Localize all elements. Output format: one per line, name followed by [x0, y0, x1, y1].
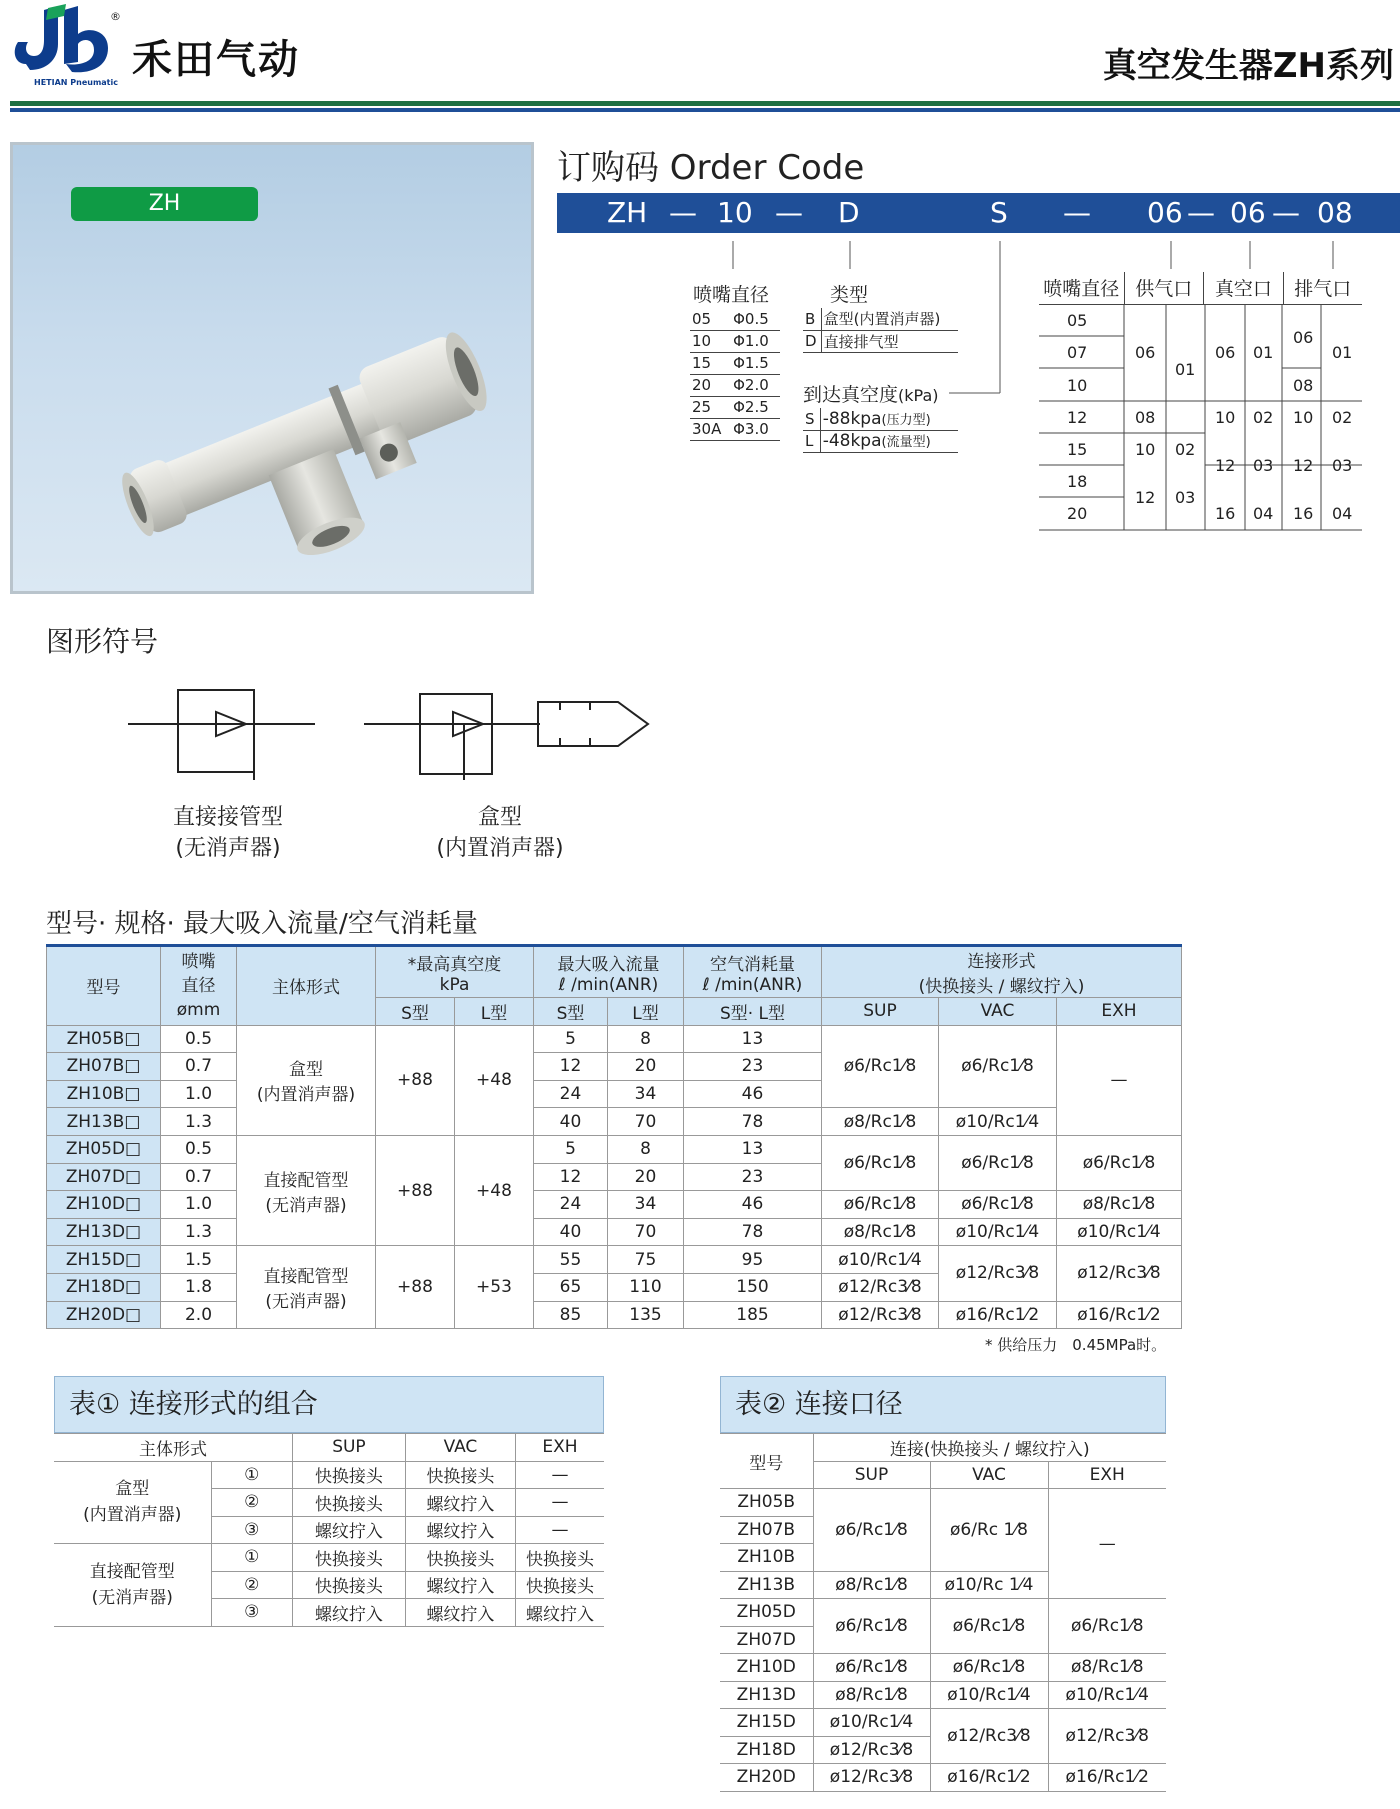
pneumatic-symbols	[120, 680, 660, 790]
code-seg-zh: ZH	[607, 196, 648, 229]
list-item: 05 Φ0.5	[690, 308, 780, 330]
nozzle-list	[690, 308, 780, 441]
table-row: ZH13B□ 1.3 40 70 78 ø8/Rc1⁄8 ø10/Rc1⁄4	[47, 1108, 1182, 1136]
list-item: L -48kpa(流量型)	[803, 430, 958, 452]
col-header: 主体形式	[237, 946, 376, 1026]
code-seg-type: D	[838, 196, 860, 229]
table-row: ③ 螺纹拧入 螺纹拧入 螺纹拧入	[54, 1599, 604, 1627]
spec-footnote: * 供给压力 0.45MPa时。	[985, 1336, 1167, 1354]
col-header: *最高真空度 kPa	[376, 946, 534, 998]
table1: 主体形式 SUP VAC EXH 盒型 (内置消声器) ① 快换接头 快换接头 — ② 快换接头 螺纹拧入 — ③ 螺纹拧入 螺纹拧入 — 直接配管型 (无消声器) ① 快换接头 快换接头 快换接头 ② 快换接头 螺纹拧入 快换接头 ③ 螺纹拧入 螺纹拧入 螺纹拧入	[54, 1433, 604, 1627]
table-row: 盒型 (内置消声器) ① 快换接头 快换接头 —	[54, 1461, 604, 1489]
brand-name: 禾田气动	[132, 37, 300, 83]
table-row: ZH20D ø12/Rc3⁄8 ø16/Rc1⁄2 ø16/Rc1⁄2	[720, 1764, 1166, 1792]
list-item: S -88kpa(压力型)	[803, 408, 958, 430]
symbol-box-label: 盒型 (内置消声器)	[436, 805, 564, 861]
list-item: B 盒型(内置消声器)	[803, 308, 958, 330]
table1-title: 表① 连接形式的组合	[54, 1376, 604, 1433]
registered-mark: ®	[110, 10, 121, 23]
table-row: ② 快换接头 螺纹拧入 快换接头	[54, 1571, 604, 1599]
table-row: ZH15D□ 1.5 直接配管型 (无消声器) +88 +53 55 75 95 ø10/Rc1⁄4 ø12/Rc3⁄8 ø12/Rc3⁄8	[47, 1246, 1182, 1274]
code-seg-nozzle: 10	[717, 196, 753, 229]
table-row: ZH05D ø6/Rc1⁄8 ø6/Rc1⁄8 ø6/Rc1⁄8	[720, 1599, 1166, 1627]
type-label: 类型	[830, 284, 869, 306]
col-header: 喷嘴 直径 ømm	[161, 946, 237, 1026]
table-row: ZH10B□ 1.0 24 34 46	[47, 1080, 1182, 1108]
product-photo	[10, 142, 534, 594]
code-dash: —	[1063, 196, 1091, 229]
table-row: ZH05B□ 0.5 盒型 (内置消声器) +88 +48 5 8 13 ø6/Rc1⁄8 ø6/Rc1⁄8 —	[47, 1025, 1182, 1053]
brand-english: HETIAN Pneumatic	[34, 78, 118, 87]
table-row: ZH07D□ 0.7 12 20 23	[47, 1163, 1182, 1191]
table-row: ZH13B ø8/Rc1⁄8 ø10/Rc 1⁄4	[720, 1571, 1166, 1599]
table2: 型号 连接(快换接头 / 螺纹拧入) SUP VAC EXH ZH05B ø6/Rc1⁄8 ø6/Rc 1⁄8 — ZH07B ZH10B ZH13B ø8/Rc1⁄8 ø10/Rc 1⁄4 ZH05D ø6/Rc1⁄8 ø6/Rc1⁄8 ø6/Rc1⁄8 ZH07D ZH10D ø6/Rc1⁄8 ø6/Rc1⁄8 ø8/Rc1⁄8 ZH13D ø8/Rc1⁄8 ø10/Rc1⁄4 ø10/Rc1⁄4 ZH15D ø10/Rc1⁄4 ø12/Rc3⁄8 ø12/Rc3⁄8 ZH18D ø12/Rc3⁄8 ZH20D ø12/Rc3⁄8 ø16/Rc1⁄2 ø16/Rc1⁄2	[720, 1433, 1166, 1792]
col-header: 最大吸入流量 ℓ /min(ANR)	[534, 946, 684, 998]
code-seg-sup: 06	[1147, 196, 1183, 229]
order-code-title: 订购码 Order Code	[557, 148, 865, 188]
table-row: ZH10D□ 1.0 24 34 46 ø6/Rc1⁄8 ø6/Rc1⁄8 ø8/Rc1⁄8	[47, 1191, 1182, 1219]
table2-title: 表② 连接口径	[720, 1376, 1166, 1433]
brand-logo-icon	[8, 4, 114, 84]
list-item: 25 Φ2.5	[690, 396, 780, 418]
table-row: 直接配管型 (无消声器) ① 快换接头 快换接头 快换接头	[54, 1544, 604, 1572]
table-row: ZH10D ø6/Rc1⁄8 ø6/Rc1⁄8 ø8/Rc1⁄8	[720, 1654, 1166, 1682]
table-row: ZH10B	[720, 1544, 1166, 1572]
symbols-title: 图形符号	[46, 625, 159, 658]
header-rule-blue	[10, 108, 1400, 112]
table-row: ZH20D□ 2.0 85 135 185 ø12/Rc3⁄8 ø16/Rc1⁄2 ø16/Rc1⁄2	[47, 1301, 1182, 1329]
table-row: ② 快换接头 螺纹拧入 —	[54, 1489, 604, 1517]
list-item: 30A Φ3.0	[690, 418, 780, 440]
port-size-table: 喷嘴直径 供气口 真空口 排气口	[1039, 272, 1362, 305]
port-size-values: 05 07 10 12 15 18 20 06 01 08 10 02 12 03 06 01 10 02 12 03 16 04 06 01 08 10 02 12 03 16 04	[1067, 311, 1353, 523]
vacuum-label: 到达真空度(kPa)	[803, 384, 939, 406]
symbol-direct-label: 直接接管型 (无消声器)	[172, 805, 283, 861]
header-rule-green	[10, 101, 1400, 106]
code-seg-exh: 08	[1317, 196, 1353, 229]
vacuum-generator-image	[113, 295, 513, 555]
list-item: 20 Φ2.0	[690, 374, 780, 396]
table-row: ZH18D ø12/Rc3⁄8	[720, 1736, 1166, 1764]
code-seg-vacuum: S	[990, 196, 1008, 229]
col-header: 型号	[47, 946, 161, 1026]
code-dash: —	[775, 196, 803, 229]
code-dash: —	[669, 196, 697, 229]
list-item: D 直接排气型	[803, 330, 958, 352]
table-row: ZH05B ø6/Rc1⁄8 ø6/Rc 1⁄8 —	[720, 1489, 1166, 1517]
table-row: ZH07B□ 0.7 12 20 23	[47, 1053, 1182, 1081]
code-dash: —	[1187, 196, 1215, 229]
product-badge: ZH	[71, 187, 258, 221]
table-row: ZH15D ø10/Rc1⁄4 ø12/Rc3⁄8 ø12/Rc3⁄8	[720, 1709, 1166, 1737]
table-row: ZH05D□ 0.5 直接配管型 (无消声器) +88 +48 5 8 13 ø6/Rc1⁄8 ø6/Rc1⁄8 ø6/Rc1⁄8	[47, 1135, 1182, 1163]
table-row: ZH18D□ 1.8 65 110 150 ø12/Rc3⁄8	[47, 1273, 1182, 1301]
nozzle-label: 喷嘴直径	[693, 284, 770, 306]
list-item: 10 Φ1.0	[690, 330, 780, 352]
code-dash: —	[1272, 196, 1300, 229]
type-list	[803, 308, 958, 353]
table-row: ZH07D	[720, 1626, 1166, 1654]
table-row: ③ 螺纹拧入 螺纹拧入 —	[54, 1516, 604, 1544]
col-header: 连接形式 (快换接头 / 螺纹拧入)	[822, 946, 1182, 998]
list-item: 15 Φ1.5	[690, 352, 780, 374]
col-header: 空气消耗量 ℓ /min(ANR)	[684, 946, 822, 998]
code-seg-vac: 06	[1230, 196, 1266, 229]
spec-table: 型号 喷嘴 直径 ømm 主体形式 *最高真空度 kPa 最大吸入流量 ℓ /min(ANR) 空气消耗量 ℓ /min(ANR) 连接形式 (快换接头 / 螺纹拧入) S型 L型 S型 L型 S型· L型 SUP VAC EXH ZH05B□ 0.5 盒型 (内置消声器) +88 +48 5 8 13 ø6/Rc1⁄8 ø6/Rc1⁄8 — ZH07B□ 0.7 12 20 23 ZH10B□ 1.0 24 34 46 ZH13B□ 1.3 40 70 78 ø8/Rc1⁄8 ø10/Rc1⁄4 ZH05D□ 0.5 直接配管型 (无消声器) +88 +48 5 8 13 ø6/Rc1⁄8 ø6/Rc1⁄8 ø6/Rc1⁄8 ZH07D□ 0.7 12 20 23 ZH10D□ 1.0 24 34 46 ø6/Rc1⁄8 ø6/Rc1⁄8 ø8/Rc1⁄8 ZH13D□ 1.3 40 70 78 ø8/Rc1⁄8 ø10/Rc1⁄4 ø10/Rc1⁄4 ZH15D□ 1.5 直接配管型 (无消声器) +88 +53 55 75 95 ø10/Rc1⁄4 ø12/Rc3⁄8 ø12/Rc3⁄8 ZH18D□ 1.8 65 110 150 ø12/Rc3⁄8 ZH20D□ 2.0 85 135 185 ø12/Rc3⁄8 ø16/Rc1⁄2 ø16/Rc1⁄2	[46, 944, 1182, 1329]
table-row: ZH13D□ 1.3 40 70 78 ø8/Rc1⁄8 ø10/Rc1⁄4 ø10/Rc1⁄4	[47, 1218, 1182, 1246]
spec-title: 型号· 规格· 最大吸入流量/空气消耗量	[46, 909, 478, 939]
vacuum-list	[803, 408, 958, 453]
table-row: ZH13D ø8/Rc1⁄8 ø10/Rc1⁄4 ø10/Rc1⁄4	[720, 1681, 1166, 1709]
series-title: 真空发生器ZH系列	[1102, 46, 1394, 86]
table-row: ZH07B	[720, 1516, 1166, 1544]
order-code-bar	[557, 193, 1400, 233]
